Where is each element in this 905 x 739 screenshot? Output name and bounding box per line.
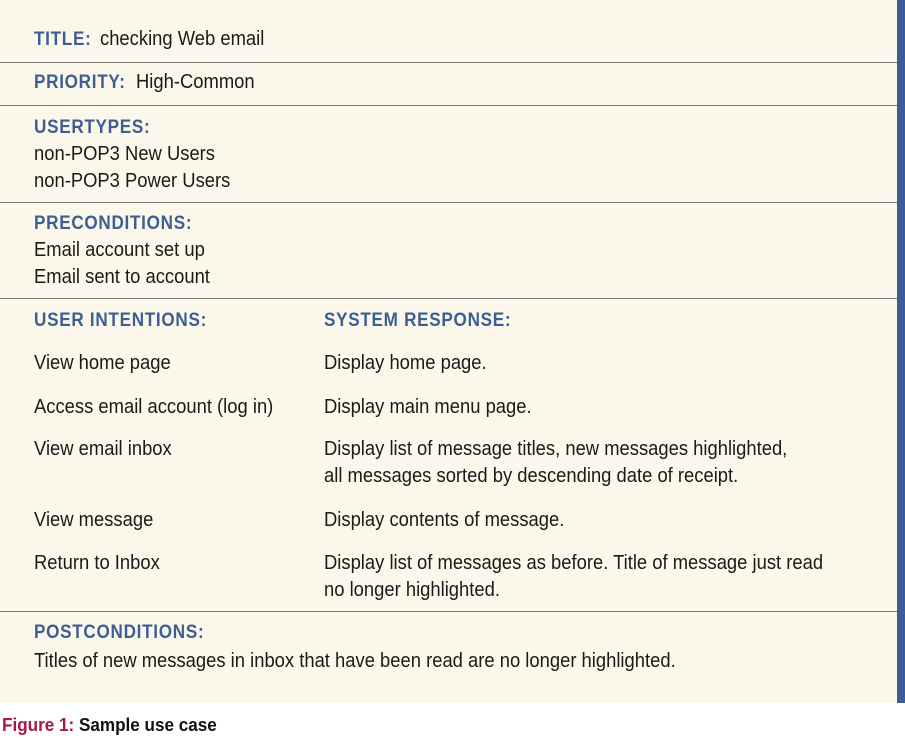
system-response-header: SYSTEM RESPONSE: [324, 310, 512, 331]
user-intention: Return to Inbox [34, 552, 160, 574]
figure-caption [2, 715, 217, 736]
divider [0, 298, 897, 299]
preconditions-label: PRECONDITIONS: [34, 213, 193, 234]
usertypes-label: USERTYPES: [34, 117, 151, 138]
precondition-item: Email account set up [34, 239, 205, 261]
usertype-item: non-POP3 New Users [34, 143, 216, 165]
system-response: no longer highlighted. [324, 579, 500, 601]
divider [0, 202, 897, 203]
divider [0, 105, 897, 106]
usertype-item: non-POP3 Power Users [34, 170, 231, 192]
accent-rule [897, 0, 905, 703]
divider [0, 62, 897, 63]
figure-number: Figure 1: [2, 715, 75, 735]
figure-title: Sample use case [78, 715, 217, 735]
user-intention: View email inbox [34, 438, 172, 460]
title-value: checking Web email [100, 28, 265, 50]
postcondition-item: Titles of new messages in inbox that have been read are no longer highlighted. [34, 650, 676, 672]
priority-label: PRIORITY: [34, 72, 126, 93]
user-intention: View message [34, 509, 154, 531]
user-intention: View home page [34, 352, 171, 374]
precondition-item: Email sent to account [34, 266, 210, 288]
user-intention: Access email account (log in) [34, 396, 274, 418]
system-response: Display list of message titles, new messages highlighted, [324, 438, 788, 460]
postconditions-label: POSTCONDITIONS: [34, 622, 205, 643]
system-response: Display contents of message. [324, 509, 565, 531]
system-response: all messages sorted by descending date of receipt. [324, 465, 739, 487]
system-response: Display list of messages as before. Title of message just read [324, 552, 824, 574]
user-intentions-header: USER INTENTIONS: [34, 310, 208, 331]
title-label: TITLE: [34, 29, 92, 50]
system-response: Display home page. [324, 352, 487, 374]
priority-value: High-Common [136, 71, 255, 93]
divider [0, 611, 897, 612]
system-response: Display main menu page. [324, 396, 532, 418]
